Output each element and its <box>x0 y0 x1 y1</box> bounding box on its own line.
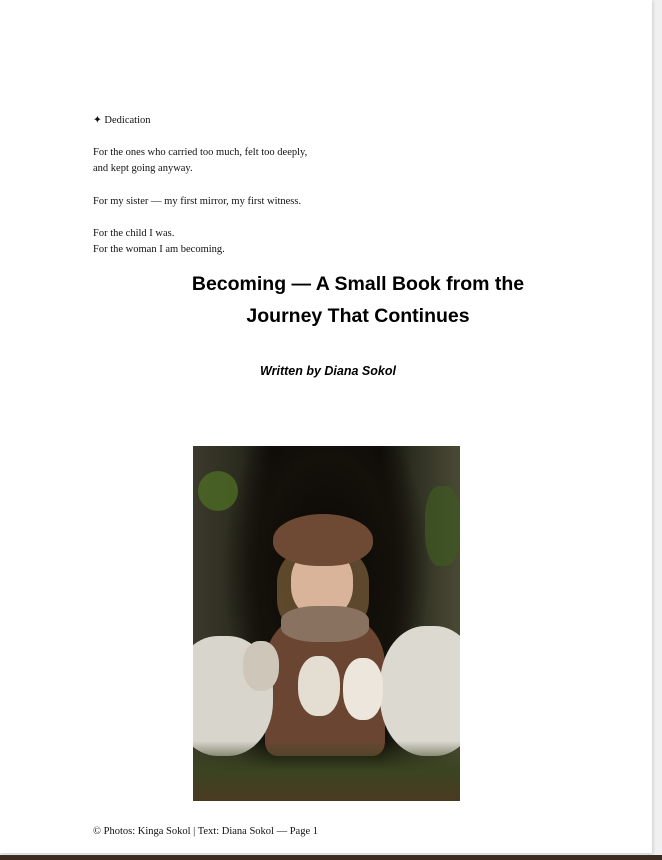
page-footer: © Photos: Kinga Sokol | Text: Diana Sokol — Page 1 <box>93 826 318 837</box>
cover-illustration <box>193 446 460 801</box>
dedication-line: For the child I was. <box>93 228 175 239</box>
book-title-line-1: Becoming — A Small Book from the <box>191 273 525 295</box>
window-bottom-edge <box>0 855 662 860</box>
dedication-heading: ✦ Dedication <box>93 115 151 126</box>
dedication-line: For the woman I am becoming. <box>93 244 225 255</box>
dedication-line: For the ones who carried too much, felt too deeply, <box>93 147 308 158</box>
dedication-line: For my sister — my first mirror, my first witness. <box>93 196 302 207</box>
book-title-line-2: Journey That Continues <box>246 305 470 327</box>
dedication-line: and kept going anyway. <box>93 163 193 174</box>
author-byline: Written by Diana Sokol <box>260 364 396 378</box>
